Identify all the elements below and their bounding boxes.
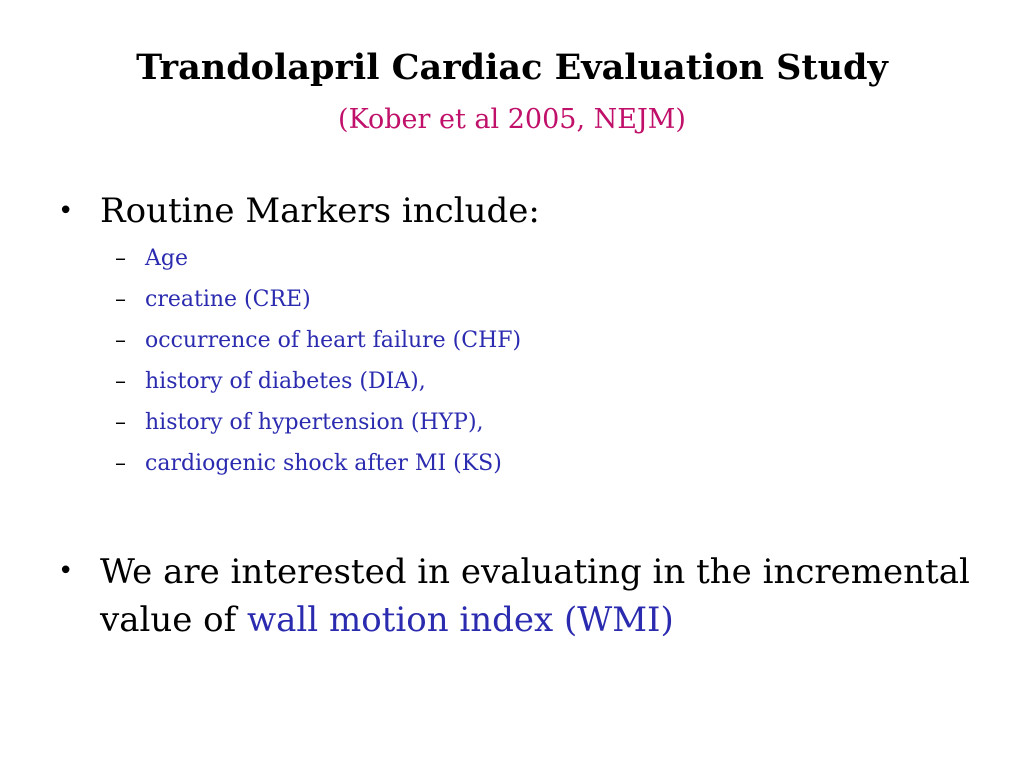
dash-marker: –: [115, 287, 126, 312]
wmi-highlight: wall motion index (WMI): [247, 600, 674, 640]
bullet-text: Routine Markers include:: [100, 191, 540, 231]
list-item-text: occurrence of heart failure (CHF): [145, 328, 522, 353]
list-item-text: Age: [145, 246, 188, 271]
bullet-line-2-prefix: value of: [100, 600, 248, 640]
list-item-text: history of diabetes (DIA),: [145, 369, 426, 394]
list-item-text: creatine (CRE): [145, 287, 311, 312]
list-item-text: history of hypertension (HYP),: [145, 410, 484, 435]
list-item-text: cardiogenic shock after MI (KS): [145, 451, 502, 476]
dash-marker: –: [115, 246, 126, 271]
dash-marker: –: [115, 410, 126, 435]
slide-title: Trandolapril Cardiac Evaluation Study: [136, 47, 888, 88]
dash-marker: –: [115, 328, 126, 353]
dash-marker: –: [115, 451, 126, 476]
bullet-marker: •: [58, 556, 74, 586]
slide-subtitle: (Kober et al 2005, NEJM): [338, 104, 686, 135]
bullet-text: [100, 548, 970, 644]
bullet-line-1: We are interested in evaluating in the incremental: [100, 552, 970, 592]
bullet-marker: •: [58, 196, 74, 226]
dash-marker: –: [115, 369, 126, 394]
